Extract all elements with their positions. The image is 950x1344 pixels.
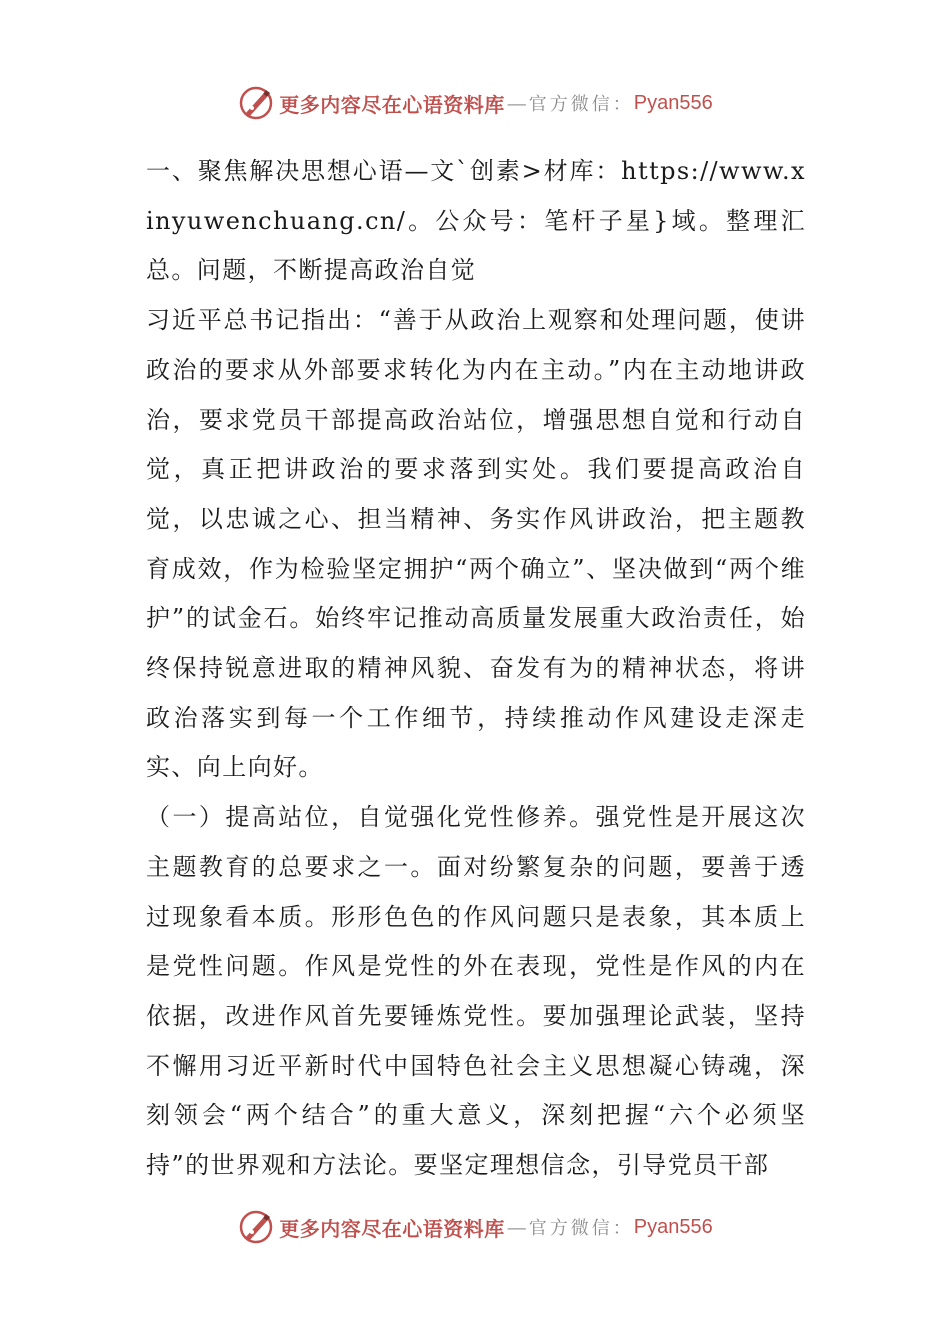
document-body — [146, 147, 806, 1191]
body-paragraph: （一）提高站位，自觉强化党性修养。强党性是开展这次主题教育的总要求之一。面对纷繁复杂的问题，要善于透过现象看本质。形形色色的作风问题只是表象，其本质上是党性问题。作风是党性的外在表现，党性是作风的内在依据，改进作风首先要锤炼党性。要加强理论武装，坚持不懈用习近平新时代中国特色社会主义思想凝心铸魂，深刻领会“两个结合”的重大意义，深刻把握“六个必须坚持”的世界观和方法论。要坚定理想信念，引导党员干部 — [146, 803, 806, 1180]
watermark-wechat-id: Pyan556 — [633, 1215, 713, 1238]
pen-logo-icon — [237, 84, 275, 122]
body-paragraph: 习近平总书记指出：“善于从政治上观察和处理问题，使讲政治的要求从外部要求转化为内在主动。”内在主动地讲政治，要求党员干部提高政治站位，增强思想自觉和行动自觉，真正把讲政治的要求落到实处。我们要提高政治自觉，以忠诚之心、担当精神、务实作风讲政治，把主题教育成效，作为检验坚定拥护“两个确立”、坚决做到“两个维护”的试金石。始终牢记推动高质量发展重大政治责任，始终保持锐意进取的精神风貌、奋发有为的精神状态，将讲政治落实到每一个工作细节，持续推动作风建设走深走实、向上向好。 — [146, 306, 806, 782]
watermark-slogan: 更多内容尽在心语资料库 — [279, 92, 505, 117]
watermark-wechat-id: Pyan556 — [633, 91, 713, 114]
pen-logo-icon — [237, 1208, 275, 1246]
watermark-wechat-label: 官方微信： — [528, 94, 634, 115]
watermark-banner-top — [0, 78, 950, 128]
watermark-wechat-label: 官方微信： — [528, 1218, 634, 1239]
watermark-banner-bottom — [0, 1202, 950, 1252]
watermark-dash: — — [506, 1215, 527, 1239]
watermark-slogan: 更多内容尽在心语资料库 — [279, 1216, 505, 1241]
section-heading-paragraph: 一、聚焦解决思想心语—文`创素>材库：https://www.xinyuwenchuang.cn/。公众号：笔杆子星}域。整理汇总。问题，不断提高政治自觉 — [146, 157, 806, 285]
watermark-dash: — — [506, 91, 527, 115]
